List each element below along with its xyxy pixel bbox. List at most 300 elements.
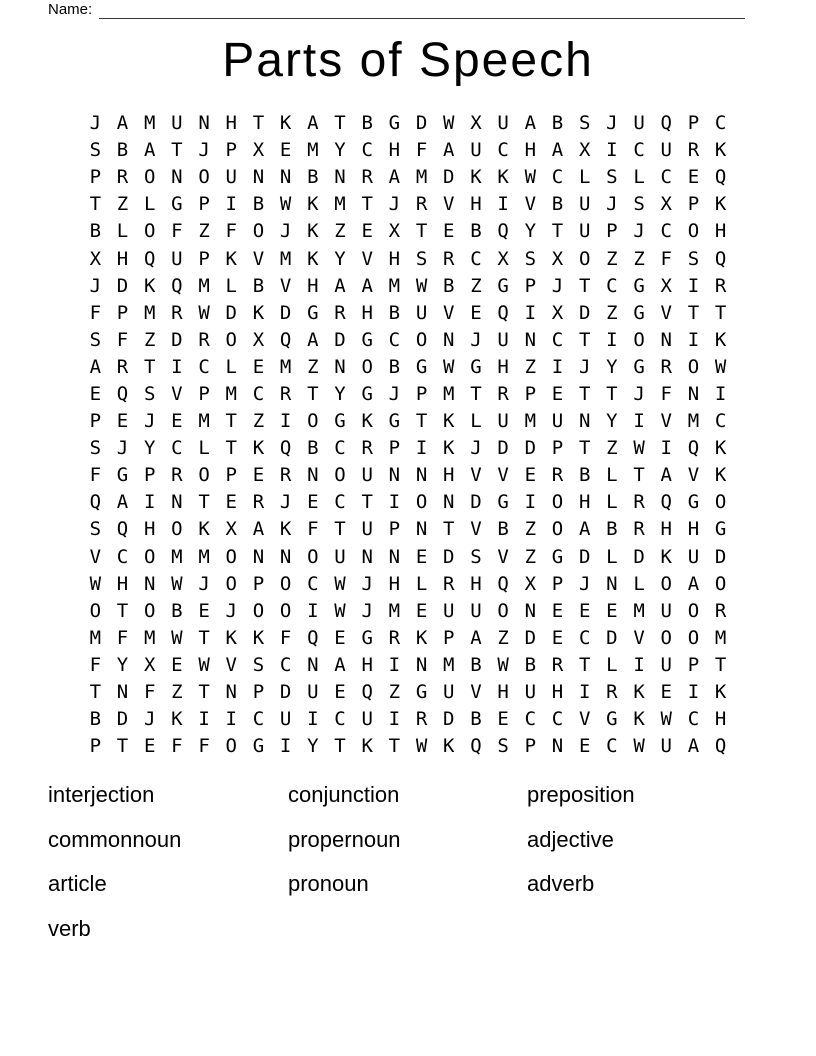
grid-cell: I — [687, 681, 700, 704]
grid-cell: R — [660, 355, 672, 378]
grid-cell: E — [225, 491, 237, 514]
grid-cell: Q — [279, 437, 292, 460]
grid-cell: B — [361, 112, 373, 135]
grid-cell: B — [252, 274, 265, 297]
grid-cell: V — [252, 247, 265, 270]
grid-cell: Y — [334, 139, 346, 162]
grid-cell: B — [470, 653, 482, 676]
grid-cell: N — [279, 545, 292, 568]
grid-cell: U — [497, 328, 509, 351]
grid-cell: C — [334, 708, 346, 731]
grid-cell: S — [89, 518, 102, 541]
grid-cell: J — [116, 437, 129, 460]
grid-cell: I — [633, 653, 645, 676]
grid-cell: N — [252, 545, 265, 568]
grid-cell: V — [633, 626, 645, 649]
grid-cell: C — [714, 112, 727, 135]
grid-cell: Z — [606, 247, 618, 270]
grid-cell: I — [388, 653, 401, 676]
grid-cell: N — [415, 518, 428, 541]
grid-cell: R — [388, 626, 401, 649]
grid-cell: C — [578, 626, 591, 649]
grid-cell: D — [443, 545, 455, 568]
grid-cell: G — [116, 464, 129, 487]
grid-cell: I — [606, 139, 618, 162]
grid-cell: E — [334, 681, 346, 704]
grid-cell: W — [497, 653, 509, 676]
grid-cell: G — [334, 410, 346, 433]
grid-cell: C — [361, 139, 373, 162]
grid-cell: K — [307, 220, 319, 243]
grid-cell: Q — [714, 166, 727, 189]
grid-cell: V — [687, 464, 700, 487]
word-list-item: adverb — [527, 871, 595, 897]
grid-cell: Z — [524, 518, 537, 541]
grid-cell: T — [334, 518, 346, 541]
grid-cell: N — [388, 464, 401, 487]
grid-cell: I — [225, 193, 237, 216]
grid-cell: D — [225, 301, 237, 324]
grid-cell: P — [198, 247, 210, 270]
grid-cell: P — [225, 139, 237, 162]
grid-cell: Y — [524, 220, 537, 243]
grid-cell: N — [443, 328, 455, 351]
word-list-item: commonnoun — [48, 826, 182, 852]
grid-cell: Q — [89, 491, 102, 514]
grid-cell: U — [660, 599, 672, 622]
grid-cell: X — [660, 193, 672, 216]
grid-cell: I — [551, 355, 564, 378]
grid-cell: G — [415, 681, 428, 704]
name-label: Name: — [48, 1, 93, 18]
grid-cell: K — [443, 437, 455, 460]
grid-cell: E — [443, 220, 455, 243]
grid-cell: E — [578, 735, 591, 758]
grid-cell: I — [225, 708, 237, 731]
grid-cell: P — [524, 735, 537, 758]
grid-cell: K — [714, 193, 727, 216]
grid-cell: Q — [497, 301, 509, 324]
grid-cell: W — [334, 599, 346, 622]
grid-cell: S — [252, 653, 265, 676]
grid-cell: E — [660, 681, 672, 704]
grid-cell: B — [89, 220, 102, 243]
grid-cell: T — [578, 382, 591, 405]
grid-cell: S — [89, 328, 102, 351]
grid-cell: K — [225, 247, 237, 270]
grid-cell: H — [497, 355, 509, 378]
grid-cell: Z — [606, 301, 618, 324]
grid-cell: O — [660, 572, 672, 595]
grid-cell: U — [551, 410, 564, 433]
grid-cell: R — [334, 301, 346, 324]
grid-cell: M — [443, 653, 455, 676]
grid-cell: B — [606, 518, 618, 541]
grid-cell: S — [633, 193, 645, 216]
grid-cell: H — [143, 518, 156, 541]
grid-cell: T — [443, 518, 455, 541]
grid-cell: I — [279, 735, 292, 758]
grid-cell: Z — [633, 247, 645, 270]
grid-cell: T — [171, 139, 183, 162]
grid-cell: Z — [470, 274, 482, 297]
grid-cell: W — [524, 166, 537, 189]
grid-cell: N — [415, 653, 428, 676]
grid-cell: R — [171, 301, 183, 324]
grid-cell: Y — [116, 653, 129, 676]
grid-cell: K — [497, 166, 509, 189]
grid-cell: F — [660, 382, 672, 405]
grid-cell: A — [307, 112, 319, 135]
grid-cell: D — [171, 328, 183, 351]
grid-cell: Q — [470, 735, 482, 758]
grid-cell: W — [198, 653, 210, 676]
grid-cell: X — [388, 220, 401, 243]
grid-cell: W — [171, 626, 183, 649]
grid-cell: I — [687, 274, 700, 297]
grid-cell: O — [143, 220, 156, 243]
grid-cell: J — [578, 572, 591, 595]
grid-cell: U — [361, 464, 373, 487]
word-search-grid — [82, 110, 735, 760]
grid-cell: U — [633, 112, 645, 135]
grid-cell: U — [497, 112, 509, 135]
grid-cell: G — [361, 328, 373, 351]
grid-cell: L — [225, 274, 237, 297]
grid-cell: R — [116, 355, 129, 378]
grid-cell: E — [89, 382, 102, 405]
grid-cell: B — [252, 193, 265, 216]
word-list-item: conjunction — [288, 782, 400, 808]
grid-cell: O — [143, 545, 156, 568]
grid-cell: M — [279, 247, 292, 270]
grid-cell: S — [524, 247, 537, 270]
grid-cell: G — [497, 491, 509, 514]
grid-cell: F — [89, 464, 102, 487]
grid-cell: H — [388, 247, 401, 270]
grid-cell: I — [279, 410, 292, 433]
grid-cell: I — [388, 708, 401, 731]
grid-cell: I — [198, 708, 210, 731]
grid-cell: B — [388, 301, 401, 324]
grid-cell: O — [225, 735, 237, 758]
grid-cell: T — [470, 382, 482, 405]
grid-cell: L — [415, 572, 428, 595]
grid-cell: B — [551, 193, 564, 216]
grid-cell: Q — [497, 572, 509, 595]
grid-cell: A — [687, 572, 700, 595]
grid-cell: U — [443, 681, 455, 704]
grid-cell: T — [143, 355, 156, 378]
grid-cell: O — [252, 220, 265, 243]
grid-cell: T — [578, 437, 591, 460]
grid-cell: Y — [307, 735, 319, 758]
grid-cell: U — [660, 653, 672, 676]
grid-cell: J — [89, 274, 102, 297]
grid-cell: H — [578, 491, 591, 514]
grid-cell: J — [606, 193, 618, 216]
grid-cell: H — [116, 247, 129, 270]
grid-cell: J — [279, 220, 292, 243]
grid-cell: T — [198, 681, 210, 704]
grid-cell: P — [606, 220, 618, 243]
grid-cell: O — [551, 518, 564, 541]
grid-cell: C — [116, 545, 129, 568]
grid-cell: L — [606, 464, 618, 487]
grid-cell: I — [578, 681, 591, 704]
grid-cell: O — [279, 572, 292, 595]
grid-cell: F — [279, 626, 292, 649]
grid-cell: K — [714, 328, 727, 351]
grid-cell: D — [524, 626, 537, 649]
grid-cell: R — [633, 518, 645, 541]
grid-cell: E — [198, 599, 210, 622]
grid-cell: X — [524, 572, 537, 595]
grid-cell: K — [470, 166, 482, 189]
grid-cell: E — [143, 735, 156, 758]
grid-cell: R — [415, 708, 428, 731]
grid-cell: S — [497, 735, 509, 758]
grid-cell: O — [660, 626, 672, 649]
grid-cell: V — [225, 653, 237, 676]
grid-cell: X — [470, 112, 482, 135]
grid-cell: N — [660, 328, 672, 351]
grid-cell: B — [524, 653, 537, 676]
grid-cell: H — [225, 112, 237, 135]
grid-cell: D — [116, 274, 129, 297]
grid-cell: I — [497, 193, 509, 216]
grid-cell: M — [198, 274, 210, 297]
grid-cell: I — [714, 382, 727, 405]
grid-cell: A — [388, 166, 401, 189]
grid-cell: O — [687, 220, 700, 243]
grid-cell: G — [633, 301, 645, 324]
grid-cell: G — [633, 274, 645, 297]
grid-cell: N — [171, 166, 183, 189]
grid-cell: O — [307, 410, 319, 433]
grid-cell: C — [660, 166, 672, 189]
grid-cell: J — [143, 708, 156, 731]
grid-cell: K — [633, 681, 645, 704]
grid-cell: K — [361, 735, 373, 758]
grid-cell: T — [252, 112, 265, 135]
grid-cell: H — [714, 708, 727, 731]
grid-cell: R — [361, 166, 373, 189]
grid-cell: T — [116, 599, 129, 622]
grid-cell: K — [225, 626, 237, 649]
grid-cell: W — [198, 301, 210, 324]
grid-cell: X — [497, 247, 509, 270]
grid-cell: X — [252, 328, 265, 351]
grid-cell: A — [89, 355, 102, 378]
grid-cell: T — [714, 653, 727, 676]
grid-cell: P — [252, 572, 265, 595]
grid-cell: K — [714, 464, 727, 487]
grid-cell: K — [279, 518, 292, 541]
grid-cell: O — [361, 355, 373, 378]
grid-cell: M — [143, 112, 156, 135]
grid-cell: Z — [252, 410, 265, 433]
grid-cell: V — [443, 193, 455, 216]
grid-cell: Q — [660, 491, 672, 514]
grid-cell: L — [470, 410, 482, 433]
grid-cell: O — [198, 464, 210, 487]
grid-cell: C — [497, 139, 509, 162]
grid-cell: O — [279, 599, 292, 622]
grid-cell: R — [415, 193, 428, 216]
grid-cell: Z — [524, 545, 537, 568]
grid-cell: M — [307, 139, 319, 162]
grid-cell: M — [524, 410, 537, 433]
grid-cell: P — [89, 410, 102, 433]
grid-cell: E — [361, 220, 373, 243]
grid-cell: U — [660, 735, 672, 758]
grid-cell: C — [171, 437, 183, 460]
grid-cell: V — [361, 247, 373, 270]
grid-cell: R — [714, 274, 727, 297]
grid-cell: C — [633, 139, 645, 162]
grid-cell: H — [470, 193, 482, 216]
grid-cell: S — [143, 382, 156, 405]
grid-cell: U — [687, 545, 700, 568]
grid-cell: O — [307, 545, 319, 568]
grid-cell: H — [361, 301, 373, 324]
grid-cell: T — [551, 220, 564, 243]
grid-cell: Z — [497, 626, 509, 649]
grid-cell: Z — [198, 220, 210, 243]
grid-cell: K — [252, 626, 265, 649]
grid-cell: N — [388, 545, 401, 568]
grid-cell: E — [578, 599, 591, 622]
grid-cell: D — [443, 166, 455, 189]
grid-cell: W — [443, 112, 455, 135]
grid-cell: A — [334, 274, 346, 297]
grid-cell: W — [415, 735, 428, 758]
grid-cell: T — [89, 681, 102, 704]
grid-cell: M — [143, 301, 156, 324]
grid-cell: T — [225, 410, 237, 433]
grid-cell: O — [225, 545, 237, 568]
grid-cell: F — [415, 139, 428, 162]
grid-cell: K — [415, 626, 428, 649]
grid-cell: N — [361, 545, 373, 568]
grid-cell: T — [606, 382, 618, 405]
grid-cell: W — [171, 572, 183, 595]
grid-cell: G — [361, 626, 373, 649]
grid-cell: Q — [116, 382, 129, 405]
grid-cell: J — [388, 193, 401, 216]
grid-cell: I — [687, 328, 700, 351]
grid-cell: D — [279, 301, 292, 324]
grid-cell: T — [89, 193, 102, 216]
grid-cell: L — [633, 572, 645, 595]
grid-cell: U — [279, 708, 292, 731]
grid-cell: T — [198, 491, 210, 514]
grid-cell: T — [361, 491, 373, 514]
grid-cell: Z — [606, 437, 618, 460]
grid-cell: G — [361, 382, 373, 405]
grid-cell: H — [660, 518, 672, 541]
grid-cell: H — [443, 464, 455, 487]
grid-cell: P — [198, 193, 210, 216]
grid-cell: V — [171, 382, 183, 405]
grid-cell: C — [524, 708, 537, 731]
grid-cell: O — [551, 491, 564, 514]
grid-cell: I — [606, 328, 618, 351]
grid-cell: P — [551, 437, 564, 460]
grid-cell: X — [252, 139, 265, 162]
grid-cell: Q — [307, 626, 319, 649]
grid-cell: E — [687, 166, 700, 189]
grid-cell: P — [524, 274, 537, 297]
grid-cell: R — [279, 382, 292, 405]
grid-cell: W — [633, 437, 645, 460]
grid-cell: W — [443, 355, 455, 378]
grid-cell: U — [524, 681, 537, 704]
grid-cell: D — [334, 328, 346, 351]
grid-cell: W — [415, 274, 428, 297]
grid-cell: G — [497, 274, 509, 297]
grid-cell: H — [714, 220, 727, 243]
grid-cell: N — [307, 464, 319, 487]
grid-cell: X — [578, 139, 591, 162]
grid-cell: J — [198, 139, 210, 162]
grid-cell: E — [551, 382, 564, 405]
grid-cell: P — [388, 518, 401, 541]
grid-cell: S — [415, 247, 428, 270]
grid-cell: W — [633, 735, 645, 758]
grid-cell: D — [443, 708, 455, 731]
grid-cell: R — [443, 572, 455, 595]
grid-cell: N — [606, 572, 618, 595]
grid-cell: X — [551, 301, 564, 324]
grid-cell: P — [143, 464, 156, 487]
grid-cell: P — [687, 653, 700, 676]
grid-cell: U — [443, 599, 455, 622]
grid-cell: I — [388, 491, 401, 514]
grid-cell: R — [279, 464, 292, 487]
grid-cell: E — [470, 301, 482, 324]
grid-cell: T — [415, 410, 428, 433]
grid-cell: J — [578, 355, 591, 378]
word-list-item: preposition — [527, 782, 635, 808]
grid-cell: E — [334, 626, 346, 649]
grid-cell: C — [279, 653, 292, 676]
grid-cell: T — [714, 301, 727, 324]
word-list-item: interjection — [48, 782, 155, 808]
grid-cell: R — [633, 491, 645, 514]
grid-cell: C — [198, 355, 210, 378]
grid-cell: W — [714, 355, 727, 378]
grid-cell: T — [687, 301, 700, 324]
grid-cell: Q — [660, 112, 672, 135]
grid-cell: O — [198, 166, 210, 189]
grid-cell: J — [551, 274, 564, 297]
grid-cell: E — [307, 491, 319, 514]
grid-cell: D — [578, 545, 591, 568]
grid-cell: K — [443, 410, 455, 433]
grid-cell: F — [307, 518, 319, 541]
grid-cell: O — [415, 328, 428, 351]
grid-cell: X — [225, 518, 237, 541]
grid-cell: W — [660, 708, 672, 731]
grid-cell: M — [143, 626, 156, 649]
grid-cell: I — [307, 708, 319, 731]
grid-cell: O — [497, 599, 509, 622]
grid-cell: F — [89, 301, 102, 324]
grid-cell: F — [660, 247, 672, 270]
grid-cell: P — [551, 572, 564, 595]
